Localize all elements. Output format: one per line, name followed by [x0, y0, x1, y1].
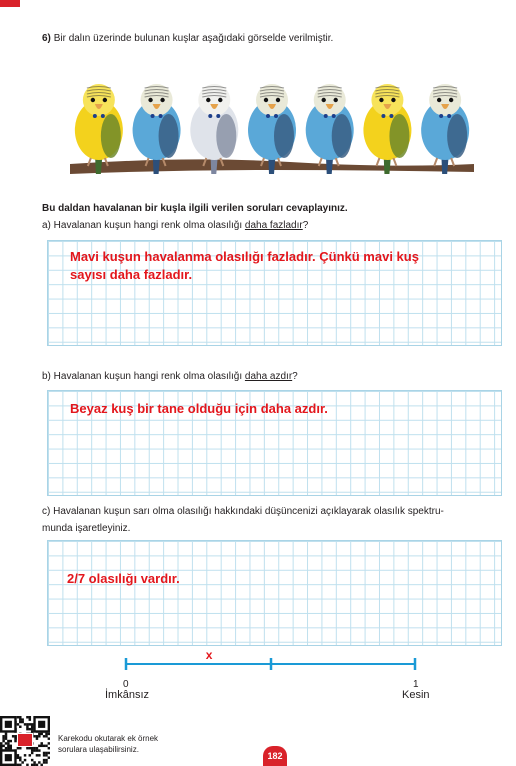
spectrum-mark-x: x [205, 648, 213, 662]
qr-module [12, 735, 14, 737]
instruction-text: Bu daldan havalanan bir kuşla ilgili verilen soruları cevaplayınız. [42, 203, 348, 214]
qr-module [40, 745, 42, 747]
qr-module [43, 745, 45, 747]
qr-module [36, 749, 38, 751]
qr-module [48, 733, 50, 735]
qr-module [38, 745, 40, 747]
answer-b: Beyaz kuş bir tane olduğu için daha azdır. [70, 401, 328, 416]
qr-module [10, 740, 12, 742]
spectrum-right-label: Kesin [402, 689, 430, 701]
qr-module [48, 742, 50, 744]
qr-module [5, 735, 7, 737]
qr-module [29, 728, 31, 730]
qr-module [45, 733, 47, 735]
qr-module [38, 749, 40, 751]
qr-code[interactable] [0, 716, 50, 766]
spectrum-left-label: İmkânsız [105, 689, 150, 701]
qr-module [7, 745, 9, 747]
qr-module [43, 761, 45, 763]
qr-module [29, 718, 31, 720]
qr-module [31, 752, 33, 754]
spectrum-right-value: 1 [413, 679, 419, 690]
qr-module [40, 733, 42, 735]
qr-module [2, 737, 4, 739]
qr-module [5, 733, 7, 735]
qr-module [0, 742, 2, 744]
part-a-question: a) Havalanan kuşun hangi renk olma olasılığı daha fazladır? [42, 220, 309, 231]
qr-module [18, 734, 32, 746]
qr-module [7, 740, 9, 742]
qr-module [38, 721, 45, 728]
qr-module [21, 761, 23, 763]
budgie-yellow [363, 84, 411, 174]
qr-module [33, 747, 35, 749]
qr-module [29, 716, 31, 718]
qr-module [14, 740, 16, 742]
qr-module [45, 745, 47, 747]
qr-module [26, 747, 28, 749]
qr-module [19, 756, 21, 758]
qr-module [31, 728, 33, 730]
qr-module [45, 759, 47, 761]
qr-module [5, 747, 7, 749]
qr-module [19, 759, 21, 761]
qr-module [2, 745, 4, 747]
page-number: 182 [263, 746, 287, 766]
qr-module [2, 735, 4, 737]
qr-module [5, 742, 7, 744]
question-text: Bir dalın üzerinde bulunan kuşlar aşağıdaki görselde verilmiştir. [53, 33, 334, 44]
qr-module [24, 723, 26, 725]
page-corner-tab [0, 0, 20, 7]
qr-module [48, 737, 50, 739]
qr-module [21, 718, 23, 720]
part-a-underlined: daha fazladır [244, 220, 303, 231]
qr-module [31, 759, 33, 761]
qr-module [26, 716, 28, 718]
qr-module [36, 737, 38, 739]
qr-module [19, 721, 21, 723]
qr-module [38, 733, 40, 735]
qr-module [36, 754, 38, 756]
qr-module [2, 740, 4, 742]
qr-module [7, 742, 9, 744]
qr-module [31, 747, 33, 749]
answer-grid-c[interactable] [47, 540, 502, 646]
qr-module [38, 754, 40, 756]
part-c-question-line2: munda işaretleyiniz. [42, 523, 131, 534]
budgie-yellow [75, 84, 123, 174]
qr-module [5, 721, 12, 728]
qr-module [5, 737, 7, 739]
qr-module [40, 742, 42, 744]
qr-module [36, 735, 38, 737]
qr-module [0, 747, 2, 749]
qr-module [31, 726, 33, 728]
part-b-question: b) Havalanan kuşun hangi renk olma olasılığı daha azdır? [42, 371, 298, 382]
qr-module [45, 735, 47, 737]
spectrum-line-graphic [110, 648, 430, 678]
qr-module [10, 747, 12, 749]
spectrum-left-value: 0 [123, 679, 129, 690]
answer-a: Mavi kuşun havalanma olasılığı fazladır. Çünkü mavi kuş sayısı daha fazladır. [70, 249, 419, 282]
qr-module [31, 749, 33, 751]
qr-module [45, 752, 47, 754]
qr-module [7, 747, 9, 749]
question-number: 6) [42, 33, 51, 44]
qr-module [43, 735, 45, 737]
qr-module [17, 756, 19, 758]
qr-module [5, 754, 12, 761]
qr-module [14, 737, 16, 739]
qr-module [31, 723, 33, 725]
qr-module [17, 716, 19, 718]
qr-module [19, 718, 21, 720]
qr-module [48, 752, 50, 754]
qr-module [17, 747, 19, 749]
qr-module [29, 723, 31, 725]
budgie-blue [306, 84, 354, 174]
qr-module [29, 754, 31, 756]
probability-spectrum [110, 648, 430, 678]
part-b-underlined: daha azdır [244, 371, 293, 382]
qr-module [43, 754, 45, 756]
budgie-blue [421, 84, 469, 174]
qr-module [19, 726, 21, 728]
budgies-on-branch-image [70, 78, 474, 178]
qr-module [48, 756, 50, 758]
qr-module [31, 730, 33, 732]
qr-module [43, 752, 45, 754]
qr-module [19, 747, 21, 749]
qr-module [36, 747, 38, 749]
qr-module [45, 761, 47, 763]
question-6 [42, 32, 333, 45]
qr-module [38, 735, 40, 737]
qr-module [21, 721, 23, 723]
qr-module [48, 747, 50, 749]
qr-module [24, 759, 26, 761]
qr-module [26, 728, 28, 730]
qr-module [33, 735, 35, 737]
qr-module [19, 716, 21, 718]
qr-module [43, 759, 45, 761]
qr-module [26, 723, 28, 725]
qr-module [10, 745, 12, 747]
qr-note: Karekodu okutarak ek örnek sorulara ulaşabilirsiniz. [58, 734, 159, 754]
answer-c: 2/7 olasılığı vardır. [67, 571, 180, 586]
qr-module [33, 761, 35, 763]
qr-module [0, 745, 2, 747]
qr-module [17, 723, 19, 725]
qr-module [24, 754, 26, 756]
qr-module [17, 754, 19, 756]
part-c-question-line1: c) Havalanan kuşun sarı olma olasılığı hakkındaki düşüncenizi açıklayarak olasılık spektru- [42, 506, 444, 517]
qr-module [29, 747, 31, 749]
qr-module [38, 761, 40, 763]
qr-module [26, 726, 28, 728]
qr-module [33, 749, 35, 751]
qr-module [45, 754, 47, 756]
qr-module [14, 735, 16, 737]
